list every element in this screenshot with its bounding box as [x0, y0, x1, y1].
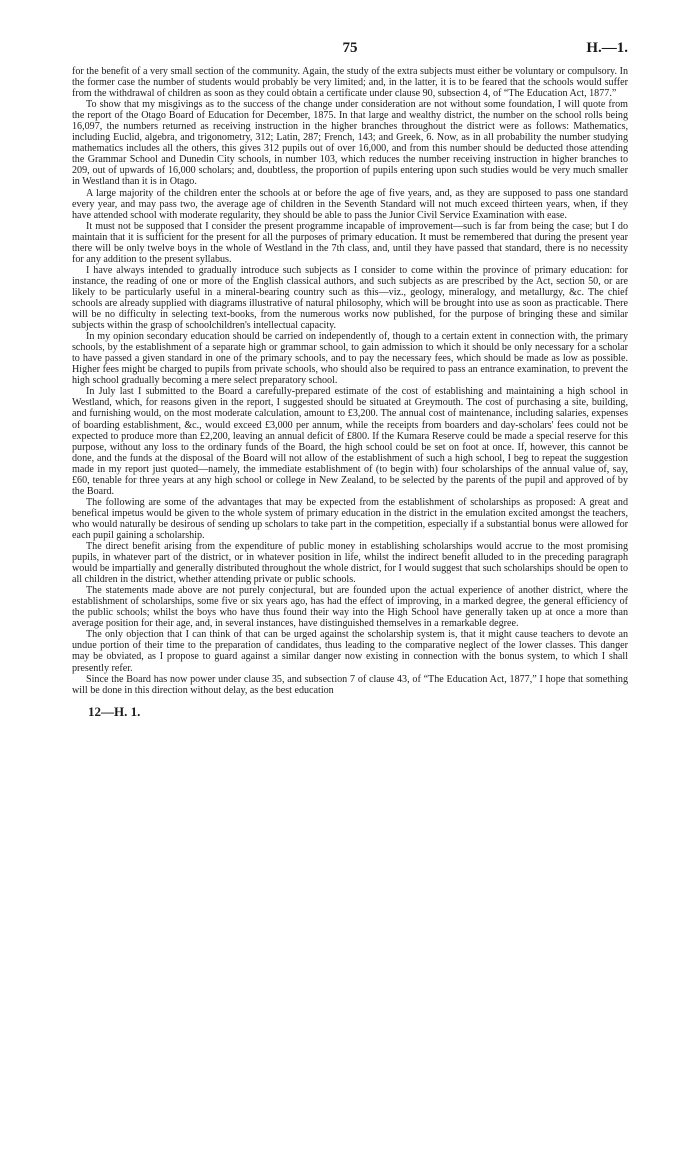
- paragraph: In my opinion secondary education should be carried on independently of, though to a certain extent in connection with, the primary schools, by the establishment of a separate high or grammar school, to gain admission to which it should be only necessary for a scholar to have passed a given standard in one of the primary schools, and to pay the necessary fees, which should be made as low as possible. Higher fees might be charged to pupils from private schools, who should also be required to pass an entrance examination, to prevent the high school gradually becoming a mere select preparatory school.: [72, 331, 628, 387]
- paragraph: A large majority of the children enter the schools at or before the age of five years, and, as they are supposed to pass one standard every year, and may pass two, the average age of children in the Seventh Standard will not much exceed thirteen years, when, if they have attended school with moderate regularity, they should be able to pass the Junior Civil Service Examination with ease.: [72, 187, 628, 221]
- paragraph: I have always intended to gradually introduce such subjects as I consider to come within the province of primary education: for instance, the reading of one or more of the English classical authors, and such subjects as are prescribed by the Act, section 50, or are likely to be particularly useful in a mineral-bearing country such as this—viz., geology, mineralogy, and metallurgy, &c. The chief schools are already supplied with diagrams illustrative of natural philosophy, which will be brought into use as soon as practicable. There will be no difficulty in selecting text-books, from the numerous works now published, for the purpose of bringing these and similar subjects within the grasp of schoolchildren's intellectual capacity.: [72, 264, 628, 332]
- paragraph: In July last I submitted to the Board a carefully-prepared estimate of the cost of establishing and maintaining a high school in Westland, which, for reasons given in the report, I suggested should be situated at Greymouth. The cost of purchasing a site, building, and furnishing would, on the most moderate calculation, amount to £3,200. The annual cost of maintenance, including salaries, expenses of boarding establishment, &c., would exceed £3,000 per annum, while the receipts from boarders and day-scholars' fees could not be expected to produce more than £2,200, leaving an annual deficit of £800. If the Kumara Reserve could be made a special reserve for this purpose, without any loss to the ordinary funds of the Board, the high school could be set on foot at once. If, however, this cannot be done, and the funds at the disposal of the Board will not allow of the establishment of such a high school, I beg to repeat the suggestion made in my report just quoted—namely, the immediate establishment of (to begin with) four scholarships of the annual value of, say, £60, tenable for three years at any high school or college in New Zealand, to be selected by the parents of the pupil and approved of by the Board.: [72, 386, 628, 497]
- page-header: [72, 40, 628, 66]
- paragraph: The only objection that I can think of that can be urged against the scholarship system is, that it might cause teachers to devote an undue portion of their time to the preparation of candidates, thus leading to the comparative neglect of the lower classes. This danger may be obviated, as I propose to guard against a similar danger now existing in connection with the bonus system, to which I shall presently refer.: [72, 629, 628, 674]
- paragraph: To show that my misgivings as to the success of the change under consideration are not without some foundation, I will quote from the report of the Otago Board of Education for December, 1875. In that large and wealthy district, the number on the school rolls being 16,097, the numbers returned as receiving instruction in the higher branches throughout the district were as follows: Mathematics, including Euclid, algebra, and trigonometry, 312; Latin, 287; French, 143; and Greek, 6. Now, as in all probability the number studying mathematics includes all the others, this gives 312 pupils out of over 16,000, and from this number should be deducted those attending the Grammar School and Dunedin City schools, in number 103, which reduces the number receiving instruction in higher branches to 209, out of upwards of 16,000 scholars; and, doubtless, the proportion of pupils entering upon such studies would be very much smaller in Westland than it is in Otago.: [72, 99, 628, 188]
- document-body: [72, 66, 628, 696]
- document-page: [72, 40, 628, 720]
- document-reference: H.—1.: [586, 40, 628, 56]
- paragraph: for the benefit of a very small section of the community. Again, the study of the extra subjects must either be voluntary or compulsory. In the former case the number of students would probably be very limited; and, in the latter, it is to be feared that the schools would suffer from the withdrawal of children as soon as they could obtain a certificate under clause 90, subsection 4, of “The Education Act, 1877.”: [72, 66, 628, 100]
- paragraph: The following are some of the advantages that may be expected from the establishment of scholarships as proposed: A great and benefical impetus would be given to the whole system of primary education in the district in the emulation excited amongst the teachers, who would naturally be desirous of sending up scholars to take part in the competition, especially if a substantial bonus were allowed for each pupil gaining a scholarship.: [72, 496, 628, 541]
- printer-signature: 12—H. 1.: [88, 703, 141, 719]
- page-number: 75: [342, 40, 358, 56]
- paragraph: Since the Board has now power under clause 35, and subsection 7 of clause 43, of “The Education Act, 1877,” I hope that something will be done in this direction without delay, as the best education: [72, 673, 628, 696]
- paragraph: It must not be supposed that I consider the present programme incapable of improvement—such is far from being the case; but I do maintain that it is sufficient for the present for all the purposes of primary education. It must be remembered that during the present year there will be only twelve boys in the whole of Westland in the 7th class, and, until they have passed that standard, there is no necessity for any addition to the present syllabus.: [72, 220, 628, 265]
- paragraph: The direct benefit arising from the expenditure of public money in establishing scholarships would accrue to the most promising pupils, in whatever part of the district, or in whatever position in life, whilst the indirect benefit alluded to in the preceding paragraph would be impartially and generally distributed throughout the whole district, for I would suggest that such scholarships should be open to all children in the district, whether attending private or public schools.: [72, 541, 628, 586]
- paragraph: The statements made above are not purely conjectural, but are founded upon the actual experience of another district, where the establishment of scholarships, some five or six years ago, has had the effect of improving, in a marked degree, the general efficiency of the public schools; whilst the boys who have thus found their way into the High School have generally taken up at once a more than average position for their age, and, in several instances, have distinguished themselves in a remarkable degree.: [72, 585, 628, 630]
